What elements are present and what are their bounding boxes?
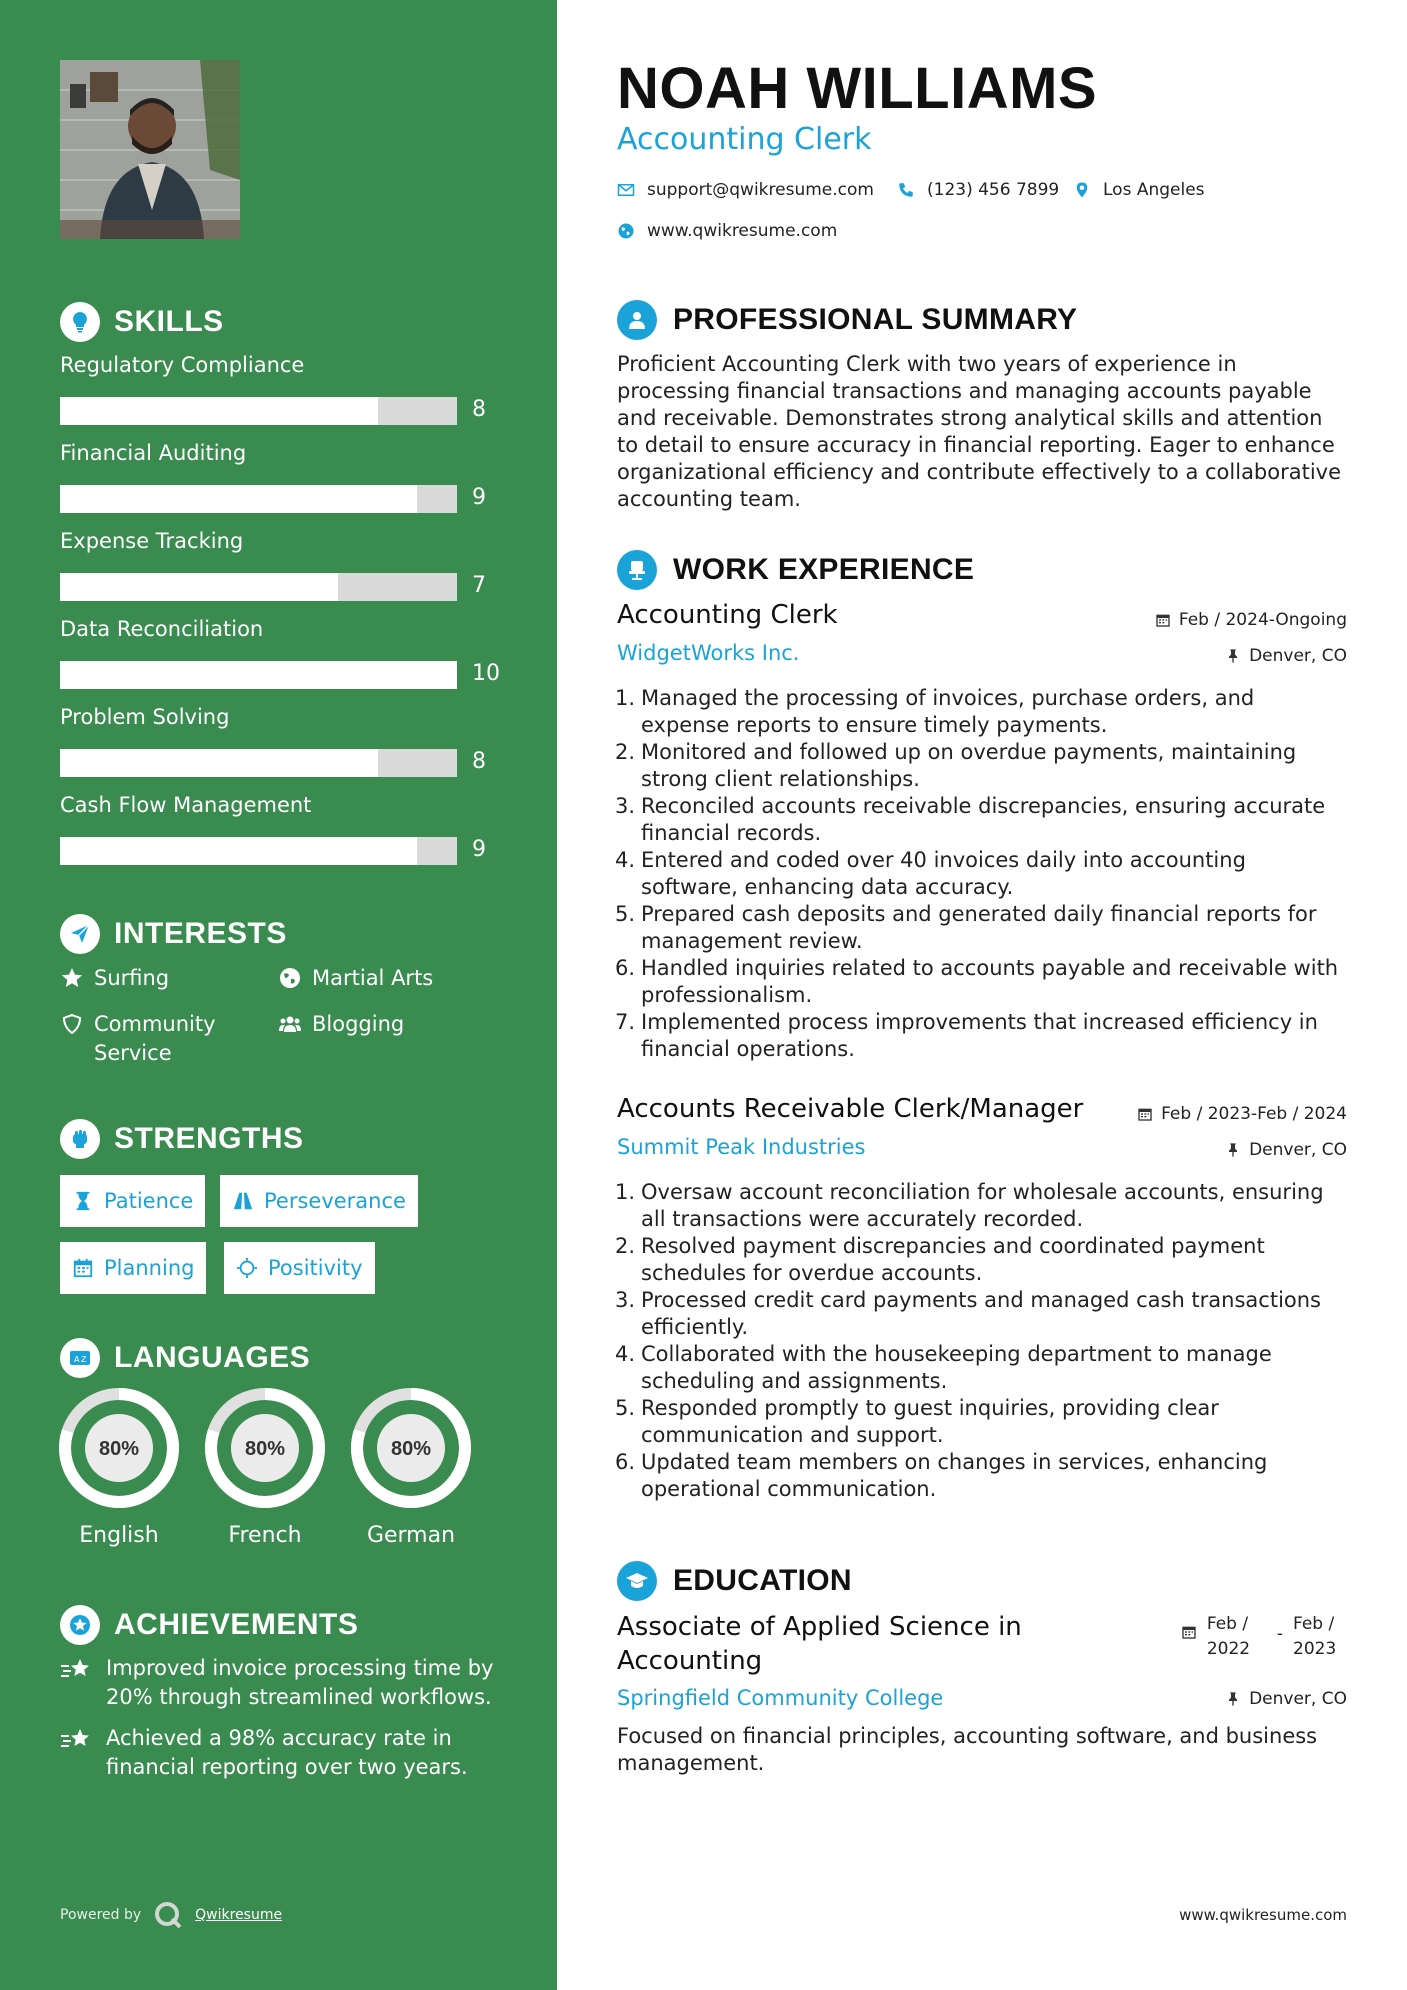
job-date: Feb / 2023-Feb / 2024 (1137, 1104, 1347, 1124)
skill-name: Cash Flow Management (60, 793, 312, 817)
degree-title: Associate of Applied Science in Accounting (617, 1612, 1022, 1676)
pushpin-icon (1225, 1142, 1241, 1158)
skill-item (60, 529, 500, 598)
skill-value: 7 (472, 573, 486, 598)
skill-value: 8 (472, 397, 486, 422)
qwikresume-logo-icon (153, 1900, 183, 1930)
skill-bar-fill (60, 661, 457, 689)
sun-icon (236, 1257, 258, 1279)
user-icon (617, 300, 657, 340)
skill-item (60, 353, 500, 422)
calendar-icon (1181, 1624, 1197, 1640)
education-description: Focused on financial principles, accounting software, and business management. (617, 1724, 1318, 1775)
powered-by: Powered by Qwikresume (60, 1900, 282, 1930)
list-item: 4. Collaborated with the housekeeping department to manage scheduling and assignments. (614, 1342, 1272, 1393)
interests-heading: INTERESTS (60, 914, 287, 954)
shield-icon (60, 1012, 84, 1036)
skill-value: 9 (472, 485, 486, 510)
profile-photo (60, 60, 240, 239)
globe-icon (617, 222, 635, 240)
language-name: German (366, 1523, 456, 1548)
achievement-item: Achieved a 98% accuracy rate in financial reporting over two years. (60, 1724, 520, 1782)
skill-bar (60, 837, 457, 865)
experience-heading: WORK EXPERIENCE (617, 550, 974, 590)
achievements-heading: ACHIEVEMENTS (60, 1605, 358, 1645)
paper-plane-icon (60, 914, 100, 954)
strength-badge: Positivity (224, 1242, 375, 1294)
contact-location (1073, 180, 1205, 200)
calendar-icon (1155, 612, 1171, 628)
phone-icon (897, 181, 915, 199)
skill-bar (60, 397, 457, 425)
contact-email (617, 180, 874, 200)
map-pin-icon (1073, 181, 1091, 199)
candidate-title: Accounting Clerk (617, 122, 872, 157)
award-star-icon (60, 1605, 100, 1645)
svg-text:Z: Z (81, 1355, 87, 1364)
skill-bar-fill (60, 837, 417, 865)
list-item: 5. Prepared cash deposits and generated daily financial reports for management review. (614, 902, 1317, 953)
road-icon (232, 1190, 254, 1212)
qwikresume-link[interactable]: Qwikresume (195, 1907, 283, 1923)
calendar-icon (72, 1257, 94, 1279)
skill-item (60, 793, 500, 862)
svg-text:A: A (74, 1355, 80, 1364)
language-percent: 80% (390, 1438, 432, 1460)
language-item (350, 1387, 472, 1548)
graduation-cap-icon (617, 1561, 657, 1601)
candidate-name: NOAH WILLIAMS (617, 56, 1098, 121)
company-name: Summit Peak Industries (617, 1135, 866, 1159)
strength-badge: Planning (60, 1242, 206, 1294)
users-icon (278, 1012, 302, 1036)
skill-bar (60, 485, 457, 513)
job-location: Denver, CO (1225, 1140, 1347, 1160)
language-ring (204, 1387, 326, 1509)
list-item: 2. Monitored and followed up on overdue payments, maintaining strong client relationships. (614, 740, 1297, 791)
skill-item (60, 705, 500, 774)
education-date: Feb / 2022 - Feb / 2023 (1181, 1612, 1347, 1662)
calendar-icon (1137, 1106, 1153, 1122)
list-item: 5. Responded promptly to guest inquiries, providing clear communication and support. (614, 1396, 1219, 1447)
strength-badge: Perseverance (220, 1175, 418, 1227)
summary-heading: PROFESSIONAL SUMMARY (617, 300, 1077, 340)
skill-item (60, 441, 500, 510)
job-title: Accounts Receivable Clerk/Manager (617, 1094, 1084, 1124)
skill-bar-fill (60, 485, 417, 513)
language-icon (60, 1338, 100, 1378)
skill-item (60, 617, 500, 686)
email-link[interactable]: support@qwikresume.com (647, 180, 874, 200)
footer-website[interactable]: www.qwikresume.com (1179, 1906, 1347, 1924)
list-item: 6. Handled inquiries related to accounts payable and receivable with professionalism. (614, 956, 1339, 1007)
achievement-item: Improved invoice processing time by 20% through streamlined workflows. (60, 1654, 520, 1712)
job-date: Feb / 2024-Ongoing (1155, 610, 1347, 630)
briefcase-chair-icon (617, 550, 657, 590)
skill-value: 8 (472, 749, 486, 774)
language-item (204, 1387, 326, 1548)
list-item: 2. Resolved payment discrepancies and coordinated payment schedules for overdue accounts. (614, 1234, 1265, 1285)
location-text: Los Angeles (1103, 180, 1205, 200)
strengths-heading: STRENGTHS (60, 1119, 304, 1159)
interest-item: Martial Arts (278, 964, 433, 993)
skill-value: 10 (472, 661, 500, 686)
pushpin-icon (1225, 1691, 1241, 1707)
list-item: 3. Reconciled accounts receivable discrepancies, ensuring accurate financial records. (614, 794, 1326, 845)
education-location: Denver, CO (1225, 1689, 1347, 1709)
language-ring (58, 1387, 180, 1509)
list-item: 4. Entered and coded over 40 invoices daily into accounting software, enhancing data accuracy. (614, 848, 1246, 899)
skill-name: Data Reconciliation (60, 617, 264, 641)
shooting-star-icon (60, 1726, 92, 1754)
list-item: 6. Updated team members on changes in services, enhancing operational communication. (614, 1450, 1268, 1501)
list-item: 7. Implemented process improvements that increased efficiency in financial operations. (614, 1010, 1318, 1061)
language-item (58, 1387, 180, 1548)
skill-bar (60, 573, 457, 601)
skill-bar (60, 661, 457, 689)
skill-bar-fill (60, 749, 378, 777)
globe-icon (278, 966, 302, 990)
education-heading: EDUCATION (617, 1561, 852, 1601)
list-item: 3. Processed credit card payments and managed cash transactions efficiently. (614, 1288, 1321, 1339)
duty-list (609, 1179, 1349, 1503)
main-content (557, 0, 1407, 1990)
phone-number: (123) 456 7899 (927, 180, 1060, 200)
job-location: Denver, CO (1225, 646, 1347, 666)
summary-text: Proficient Accounting Clerk with two years of experience in processing financial transactions and managing accounts payable and receivable. Demonstrates strong analytical skills and attention to detail to ensure accuracy in financial reporting. Eager to enhance organizational efficiency and contribute effectively to a collaborative accounting team. (617, 352, 1342, 511)
language-name: French (228, 1523, 302, 1548)
language-name: English (79, 1523, 159, 1548)
skill-bar (60, 749, 457, 777)
list-item: 1. Managed the processing of invoices, purchase orders, and expense reports to ensure timely payments. (614, 686, 1255, 737)
envelope-icon (617, 181, 635, 199)
languages-heading: A Z LANGUAGES (60, 1338, 310, 1378)
website-link[interactable]: www.qwikresume.com (647, 221, 838, 241)
fist-icon (60, 1119, 100, 1159)
skill-name: Problem Solving (60, 705, 230, 729)
skill-name: Regulatory Compliance (60, 353, 305, 377)
interest-item: Community Service (60, 1010, 240, 1068)
contact-website (617, 221, 837, 241)
hourglass-icon (72, 1190, 94, 1212)
pushpin-icon (1225, 648, 1241, 664)
duty-list (609, 685, 1349, 1063)
strength-badge: Patience (60, 1175, 205, 1227)
language-percent: 80% (98, 1438, 140, 1460)
language-ring (350, 1387, 472, 1509)
interest-item: Surfing (60, 964, 169, 993)
school-name: Springfield Community College (617, 1686, 944, 1710)
skill-name: Financial Auditing (60, 441, 247, 465)
job-title: Accounting Clerk (617, 600, 838, 630)
contact-phone (897, 180, 1059, 200)
skill-name: Expense Tracking (60, 529, 244, 553)
interest-item: Blogging (278, 1010, 404, 1039)
skills-heading: SKILLS (60, 302, 224, 342)
company-name: WidgetWorks Inc. (617, 641, 800, 665)
language-percent: 80% (244, 1438, 286, 1460)
skill-bar-fill (60, 397, 378, 425)
lightbulb-icon (60, 302, 100, 342)
shooting-star-icon (60, 1656, 92, 1684)
skill-bar-fill (60, 573, 338, 601)
skill-value: 9 (472, 837, 486, 862)
sidebar (0, 0, 557, 1990)
list-item: 1. Oversaw account reconciliation for wholesale accounts, ensuring all transactions were accurately recorded. (614, 1180, 1324, 1231)
star-icon (60, 966, 84, 990)
